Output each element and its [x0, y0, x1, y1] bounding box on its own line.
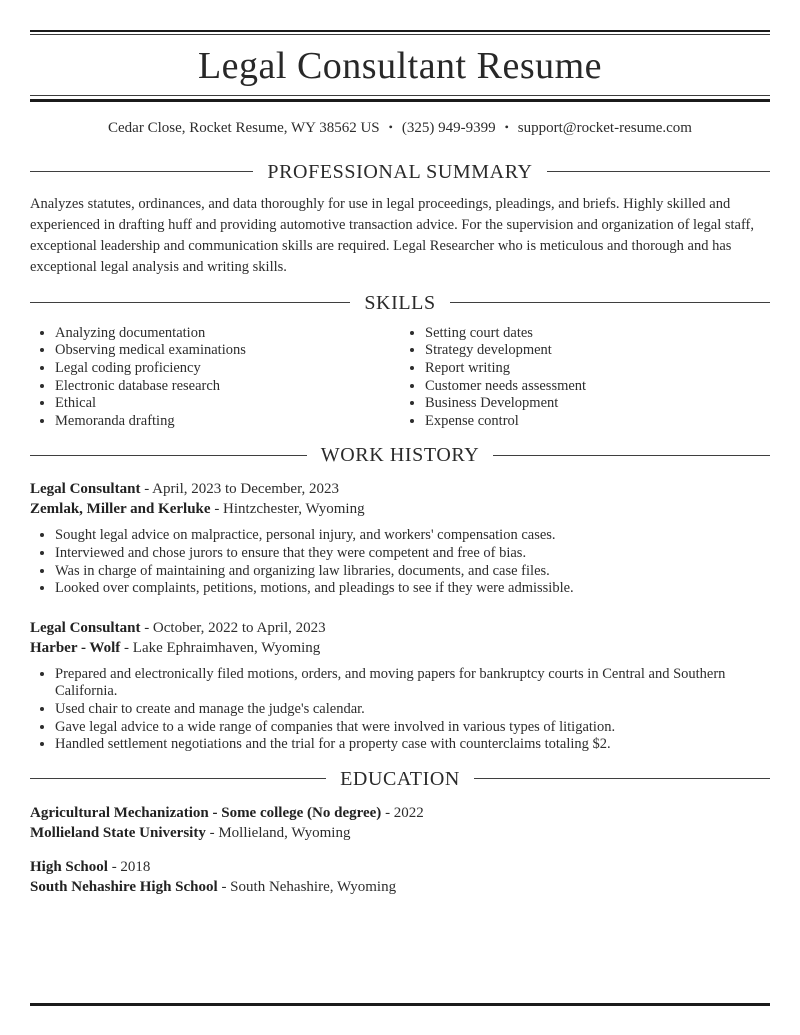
education-location: - Mollieland, Wyoming	[209, 824, 351, 841]
contact-address: Cedar Close, Rocket Resume, WY 38562 US	[108, 119, 380, 136]
education-school: Mollieland State University	[30, 824, 206, 841]
education-location: - South Nehashire, Wyoming	[221, 878, 397, 895]
job-dates: - April, 2023 to December, 2023	[144, 481, 339, 498]
contact-line	[30, 118, 770, 138]
skills-column-right	[400, 325, 770, 431]
contact-separator-dot: •	[504, 119, 509, 134]
job-title: Legal Consultant	[30, 619, 141, 636]
job-title-line	[30, 618, 770, 638]
job-company-line	[30, 638, 770, 658]
skills-list-right	[400, 325, 770, 431]
job-company-line	[30, 499, 770, 519]
skill-item: • Analyzing documentation	[55, 325, 400, 343]
title-rule-thick-line	[30, 99, 770, 102]
education-school-line	[30, 877, 770, 897]
job-title-line	[30, 479, 770, 499]
section-title-work-history: WORK HISTORY	[320, 444, 480, 467]
job-location: - Hintzchester, Wyoming	[214, 501, 365, 518]
skills-columns	[30, 325, 770, 431]
skill-item: • Observing medical examinations	[55, 342, 400, 360]
skill-item: • Customer needs assessment	[425, 378, 770, 396]
section-title-skills: SKILLS	[364, 291, 436, 314]
section-header-education	[30, 767, 770, 791]
education-degree: Agricultural Mechanization - Some college (No degree)	[30, 804, 382, 821]
work-history-entry	[30, 618, 770, 754]
section-rule-right	[493, 455, 770, 456]
professional-summary-text: Analyzes statutes, ordinances, and data thoroughly for use in legal proceedings, pleadings, and briefs. Highly skilled and experienced in drafting huff and providing automotive transaction advice. For the supervision and organization of legal staff, exceptional leadership and communication skills are required. Legal Researcher who is meticulous and thorough and has exceptional legal analysis and writing skills.	[30, 195, 754, 275]
job-duty: • Looked over complaints, petitions, motions, and pleadings to see if they were admissible.	[55, 580, 770, 598]
section-header-work-history	[30, 443, 770, 467]
job-duty: • Sought legal advice on malpractice, personal injury, and workers' compensation cases.	[55, 527, 770, 545]
section-rule-left	[30, 171, 253, 172]
job-dates: - October, 2022 to April, 2023	[144, 619, 326, 636]
education-year: - 2022	[385, 804, 424, 821]
job-company: Zemlak, Miller and Kerluke	[30, 501, 211, 518]
top-rule-thick-line	[30, 30, 770, 32]
job-duty: • Used chair to create and manage the judge's calendar.	[55, 701, 770, 719]
skill-item: • Strategy development	[425, 342, 770, 360]
work-history-entry	[30, 479, 770, 597]
section-rule-left	[30, 455, 307, 456]
skill-item: • Memoranda drafting	[55, 413, 400, 431]
contact-phone: (325) 949-9399	[401, 119, 496, 136]
skill-item: • Electronic database research	[55, 378, 400, 396]
section-title-professional-summary: PROFESSIONAL SUMMARY	[267, 160, 533, 183]
job-title: Legal Consultant	[30, 481, 141, 498]
resume-content	[0, 30, 800, 897]
title-bottom-rule	[30, 95, 770, 102]
job-duty: • Gave legal advice to a wide range of companies that were involved in various types of litigation.	[55, 719, 770, 737]
skill-item: • Legal coding proficiency	[55, 360, 400, 378]
job-duty: • Prepared and electronically filed motions, orders, and moving papers for bankruptcy courts in Central and Southern California.	[55, 666, 770, 701]
job-duties-list	[30, 527, 770, 597]
skill-item: • Setting court dates	[425, 325, 770, 343]
skills-column-left	[30, 325, 400, 431]
job-duties-list	[30, 666, 770, 754]
education-degree-line	[30, 803, 770, 823]
skill-item: • Report writing	[425, 360, 770, 378]
skill-item: • Ethical	[55, 395, 400, 413]
section-rule-right	[547, 171, 770, 172]
education-entry	[30, 803, 770, 843]
education-school: South Nehashire High School	[30, 878, 218, 895]
education-degree: High School	[30, 858, 108, 875]
contact-separator-dot: •	[388, 119, 393, 134]
title-rule-thin-line	[30, 95, 770, 96]
skills-list-left	[30, 325, 400, 431]
education-school-line	[30, 823, 770, 843]
bottom-border-rule	[30, 1003, 770, 1006]
section-rule-left	[30, 302, 350, 303]
job-duty: • Interviewed and chose jurors to ensure that they were competent and free of bias.	[55, 545, 770, 563]
top-border-rule	[30, 30, 770, 35]
job-location: - Lake Ephraimhaven, Wyoming	[124, 639, 321, 656]
section-rule-left	[30, 778, 326, 779]
skill-item: • Expense control	[425, 413, 770, 431]
top-rule-thin-line	[30, 34, 770, 35]
education-entry	[30, 857, 770, 897]
skill-item: • Business Development	[425, 395, 770, 413]
section-rule-right	[450, 302, 770, 303]
contact-email: support@rocket-resume.com	[517, 119, 692, 136]
job-duty: • Was in charge of maintaining and organizing law libraries, documents, and case files.	[55, 563, 770, 581]
section-title-education: EDUCATION	[340, 767, 460, 790]
job-company: Harber - Wolf	[30, 639, 121, 656]
page-title: Legal Consultant Resume	[197, 45, 603, 87]
section-header-professional-summary	[30, 160, 770, 184]
education-degree-line	[30, 857, 770, 877]
job-duty: • Handled settlement negotiations and the trial for a property case with counterclaims totaling $2.	[55, 736, 770, 754]
education-year: - 2018	[111, 858, 151, 875]
section-rule-right	[474, 778, 770, 779]
section-header-skills	[30, 291, 770, 315]
